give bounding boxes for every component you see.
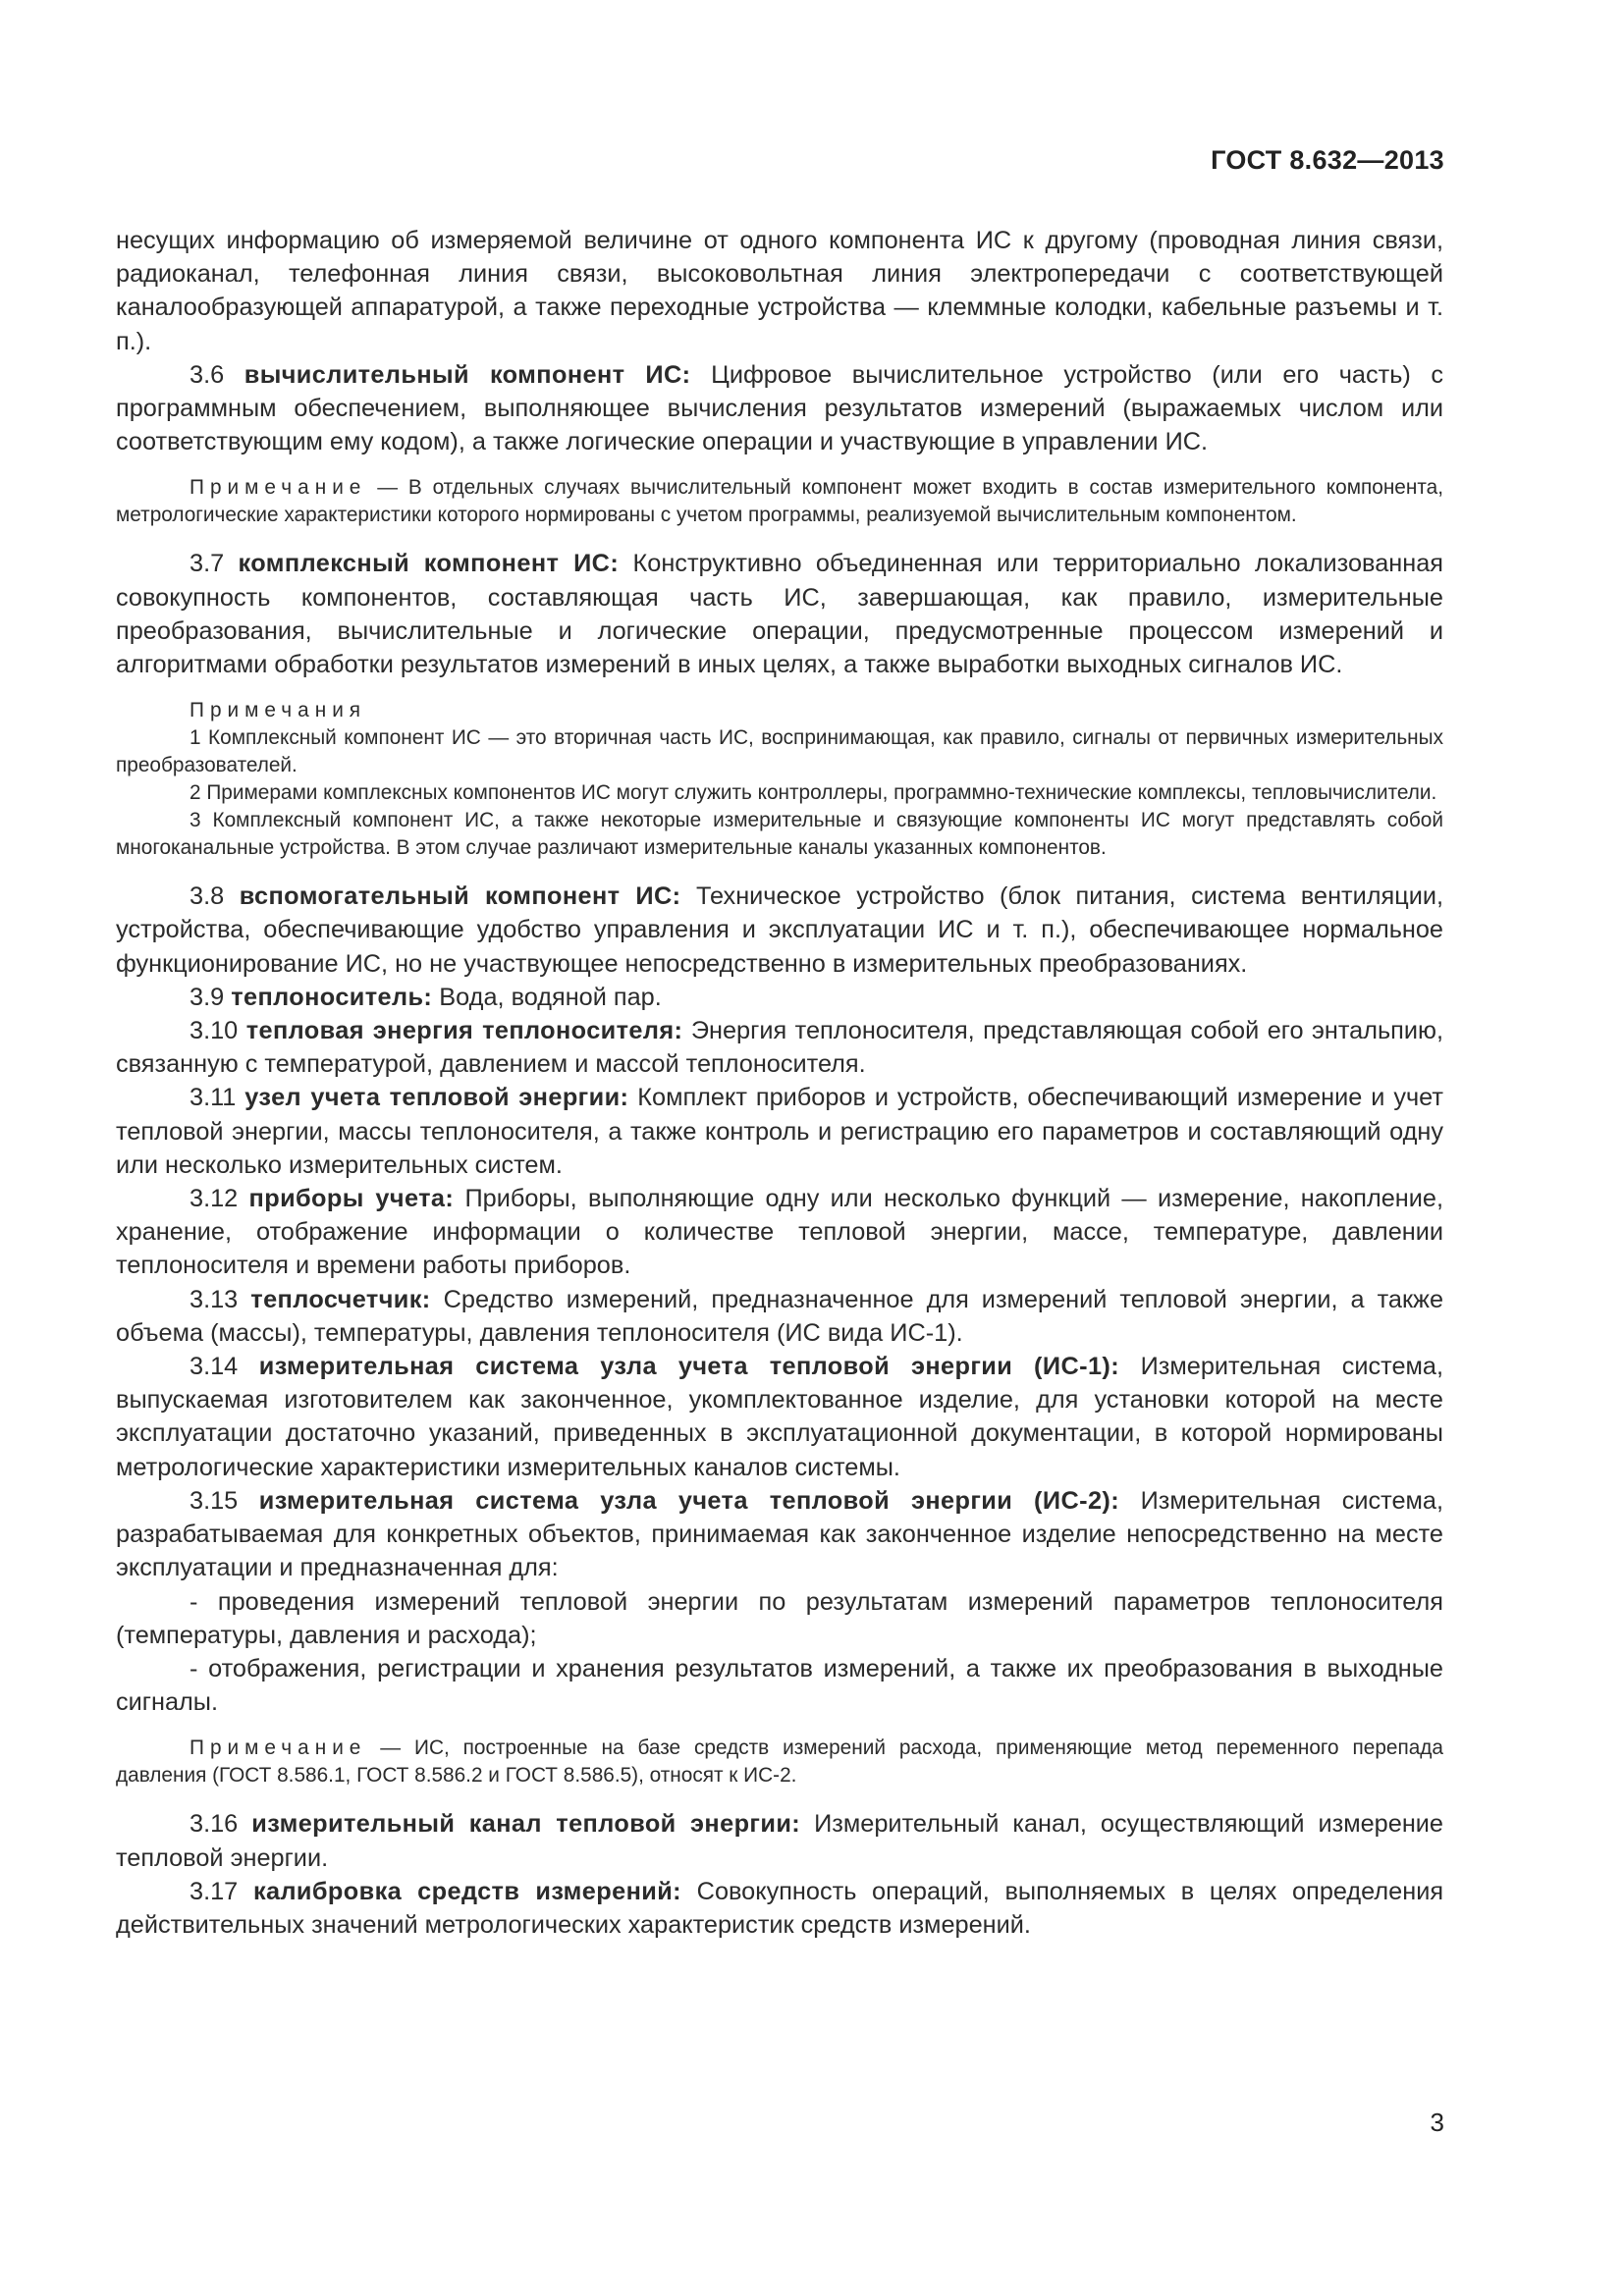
document-code-header: ГОСТ 8.632—2013 [1211, 145, 1444, 175]
term: измерительная система узла учета тепловой энергии (ИС-1): [258, 1353, 1120, 1381]
term: теплоноситель: [231, 983, 433, 1011]
clause-3-13 [116, 1283, 1443, 1350]
clause-number: 3.8 [189, 882, 225, 911]
clause-number: 3.11 [189, 1084, 237, 1112]
term: узел учета тепловой энергии: [244, 1084, 629, 1112]
list-item: - проведения измерений тепловой энергии по результатам измерений параметров теплоносителя (температуры, давления и расхода); [116, 1587, 1443, 1649]
clause-number: 3.12 [189, 1185, 239, 1213]
term: вспомогательный компонент ИС: [239, 882, 681, 911]
clause-3-15 [116, 1484, 1443, 1585]
definition: Комплект приборов и устройств, обеспечивающий измерение и учет тепловой энергии, массы теплоносителя, а также контроль и регистрацию его параметров и составляющий одну или несколько измерительных систем. [116, 1084, 1443, 1179]
clause-number: 3.6 [189, 360, 225, 389]
clause-number: 3.10 [189, 1017, 239, 1045]
definition: Приборы, выполняющие одну или несколько функций — измерение, накопление, хранение, отображение информации о количестве тепловой энергии, массе, температуре, давлении теплоносителя и времени работы приборов. [116, 1185, 1443, 1280]
page-number: 3 [1430, 2108, 1444, 2137]
definition: Цифровое вычислительное устройство (или его часть) с программным обеспечением, выполняющее вычисления результатов измерений (выражаемых числом или соответствующим ему кодом), а также логические операции и участвующие в управлении ИС. [116, 360, 1444, 456]
term: теплосчетчик: [250, 1285, 431, 1313]
list-item: - отображения, регистрации и хранения результатов измерений, а также их преобразования в выходные сигналы. [116, 1654, 1443, 1717]
term: приборы учета: [248, 1185, 455, 1213]
term: измерительный канал тепловой энергии: [251, 1810, 801, 1839]
clause-3-10 [116, 1014, 1443, 1081]
clause-number: 3.17 [189, 1877, 239, 1905]
note-label: Примечание [189, 1736, 367, 1760]
clause-number: 3.14 [189, 1353, 239, 1381]
clause-3-16 [116, 1807, 1443, 1874]
term: вычислительный компонент ИС: [244, 360, 691, 389]
definition: Измерительная система, выпускаемая изготовителем как законченное, укомплектованное изделие, для установки которой на месте эксплуатации достаточно указаний, приведенных в эксплуатационной документации, в которой нормированы метрологические характеристики измерительных каналов системы. [116, 1353, 1444, 1481]
document-body [116, 224, 1443, 1942]
note-text: — ИС, построенные на базе средств измерений расхода, применяющие метод переменного перепада давления (ГОСТ 8.586.1, ГОСТ 8.586.2 и ГОСТ 8.586.5), относят к ИС-2. [116, 1736, 1443, 1788]
clause-number: 3.16 [189, 1810, 239, 1839]
definition: Энергия теплоносителя, представляющая собой его энтальпию, связанную с температурой, давлением и массой теплоносителя. [116, 1017, 1444, 1079]
definition: Конструктивно объединенная или территориально локализованная совокупность компонентов, составляющая часть ИС, завершающая, как правило, измерительные преобразования, вычислительные и логические операции, предусмотренные процессом измерений и алгоритмами обработки результатов измерений в иных целях, а также выработки выходных сигналов ИС. [116, 550, 1443, 679]
notes-label: Примечания [189, 699, 367, 722]
clause-3-7 [116, 547, 1443, 681]
clause-3-11 [116, 1081, 1443, 1182]
definition: Измерительный канал, осуществляющий измерение тепловой энергии. [116, 1810, 1443, 1872]
clause-number: 3.15 [189, 1486, 239, 1515]
clause-number: 3.9 [189, 983, 225, 1011]
term: комплексный компонент ИС: [238, 550, 620, 578]
note-3-15 [116, 1735, 1443, 1789]
note-item: 2 Примерами комплексных компонентов ИС могут служить контроллеры, программно-технические комплексы, тепловычислители. [189, 781, 1437, 805]
definition: Средство измерений, предназначенное для измерений тепловой энергии, а также объема (массы), температуры, давления теплоносителя (ИС вида ИС-1). [116, 1285, 1444, 1347]
clause-3-12 [116, 1182, 1443, 1283]
clause-number: 3.7 [189, 550, 225, 578]
clause-3-6 [116, 358, 1443, 459]
note-3-6 [116, 474, 1443, 529]
definition: Измерительная система, разрабатываемая для конкретных объектов, принимаемая как законченное изделие непосредственно на месте эксплуатации и предназначенная для: [116, 1486, 1444, 1582]
clause-3-17 [116, 1875, 1443, 1942]
clause-3-14 [116, 1350, 1443, 1484]
term: тепловая энергия теплоносителя: [245, 1017, 683, 1045]
clause-number: 3.13 [189, 1285, 239, 1313]
definition: Техническое устройство (блок питания, система вентиляции, устройства, обеспечивающие удобство управления и эксплуатации ИС и т. п.), обеспечивающее нормальное функционирование ИС, но не участвующее непосредственно в измерительных преобразованиях. [116, 882, 1444, 978]
note-label: Примечание [189, 476, 367, 500]
definition: Совокупность операций, выполняемых в целях определения действительных значений метрологических характеристик средств измерений. [116, 1877, 1444, 1939]
note-text: — В отдельных случаях вычислительный компонент может входить в состав измерительного компонента, метрологические характеристики которого нормированы с учетом программы, реализуемой вычислительным компонентом. [116, 476, 1443, 527]
notes-3-7 [116, 697, 1443, 862]
note-item: 3 Комплексный компонент ИС, а также некоторые измерительные и связующие компоненты ИС могут представлять собой многоканальные устройства. В этом случае различают измерительные каналы указанных компонентов. [116, 809, 1443, 860]
clause-3-8 [116, 880, 1443, 981]
definition: Вода, водяной пар. [439, 983, 662, 1011]
clause-3-9 [116, 981, 1443, 1014]
continuation-paragraph: несущих информацию об измеряемой величине от одного компонента ИС к другому (проводная линия связи, радиоканал, телефонная линия связи, высоковольтная линия электропередачи с соответствующей каналообразующей аппаратурой, а также переходные устройства — клеммные колодки, кабельные разъемы и т. п.). [116, 227, 1443, 355]
note-item: 1 Комплексный компонент ИС — это вторичная часть ИС, воспринимающая, как правило, сигналы от первичных измерительных преобразователей. [116, 726, 1443, 777]
term: калибровка средств измерений: [252, 1877, 681, 1905]
term: измерительная система узла учета тепловой энергии (ИС-2): [258, 1486, 1120, 1515]
